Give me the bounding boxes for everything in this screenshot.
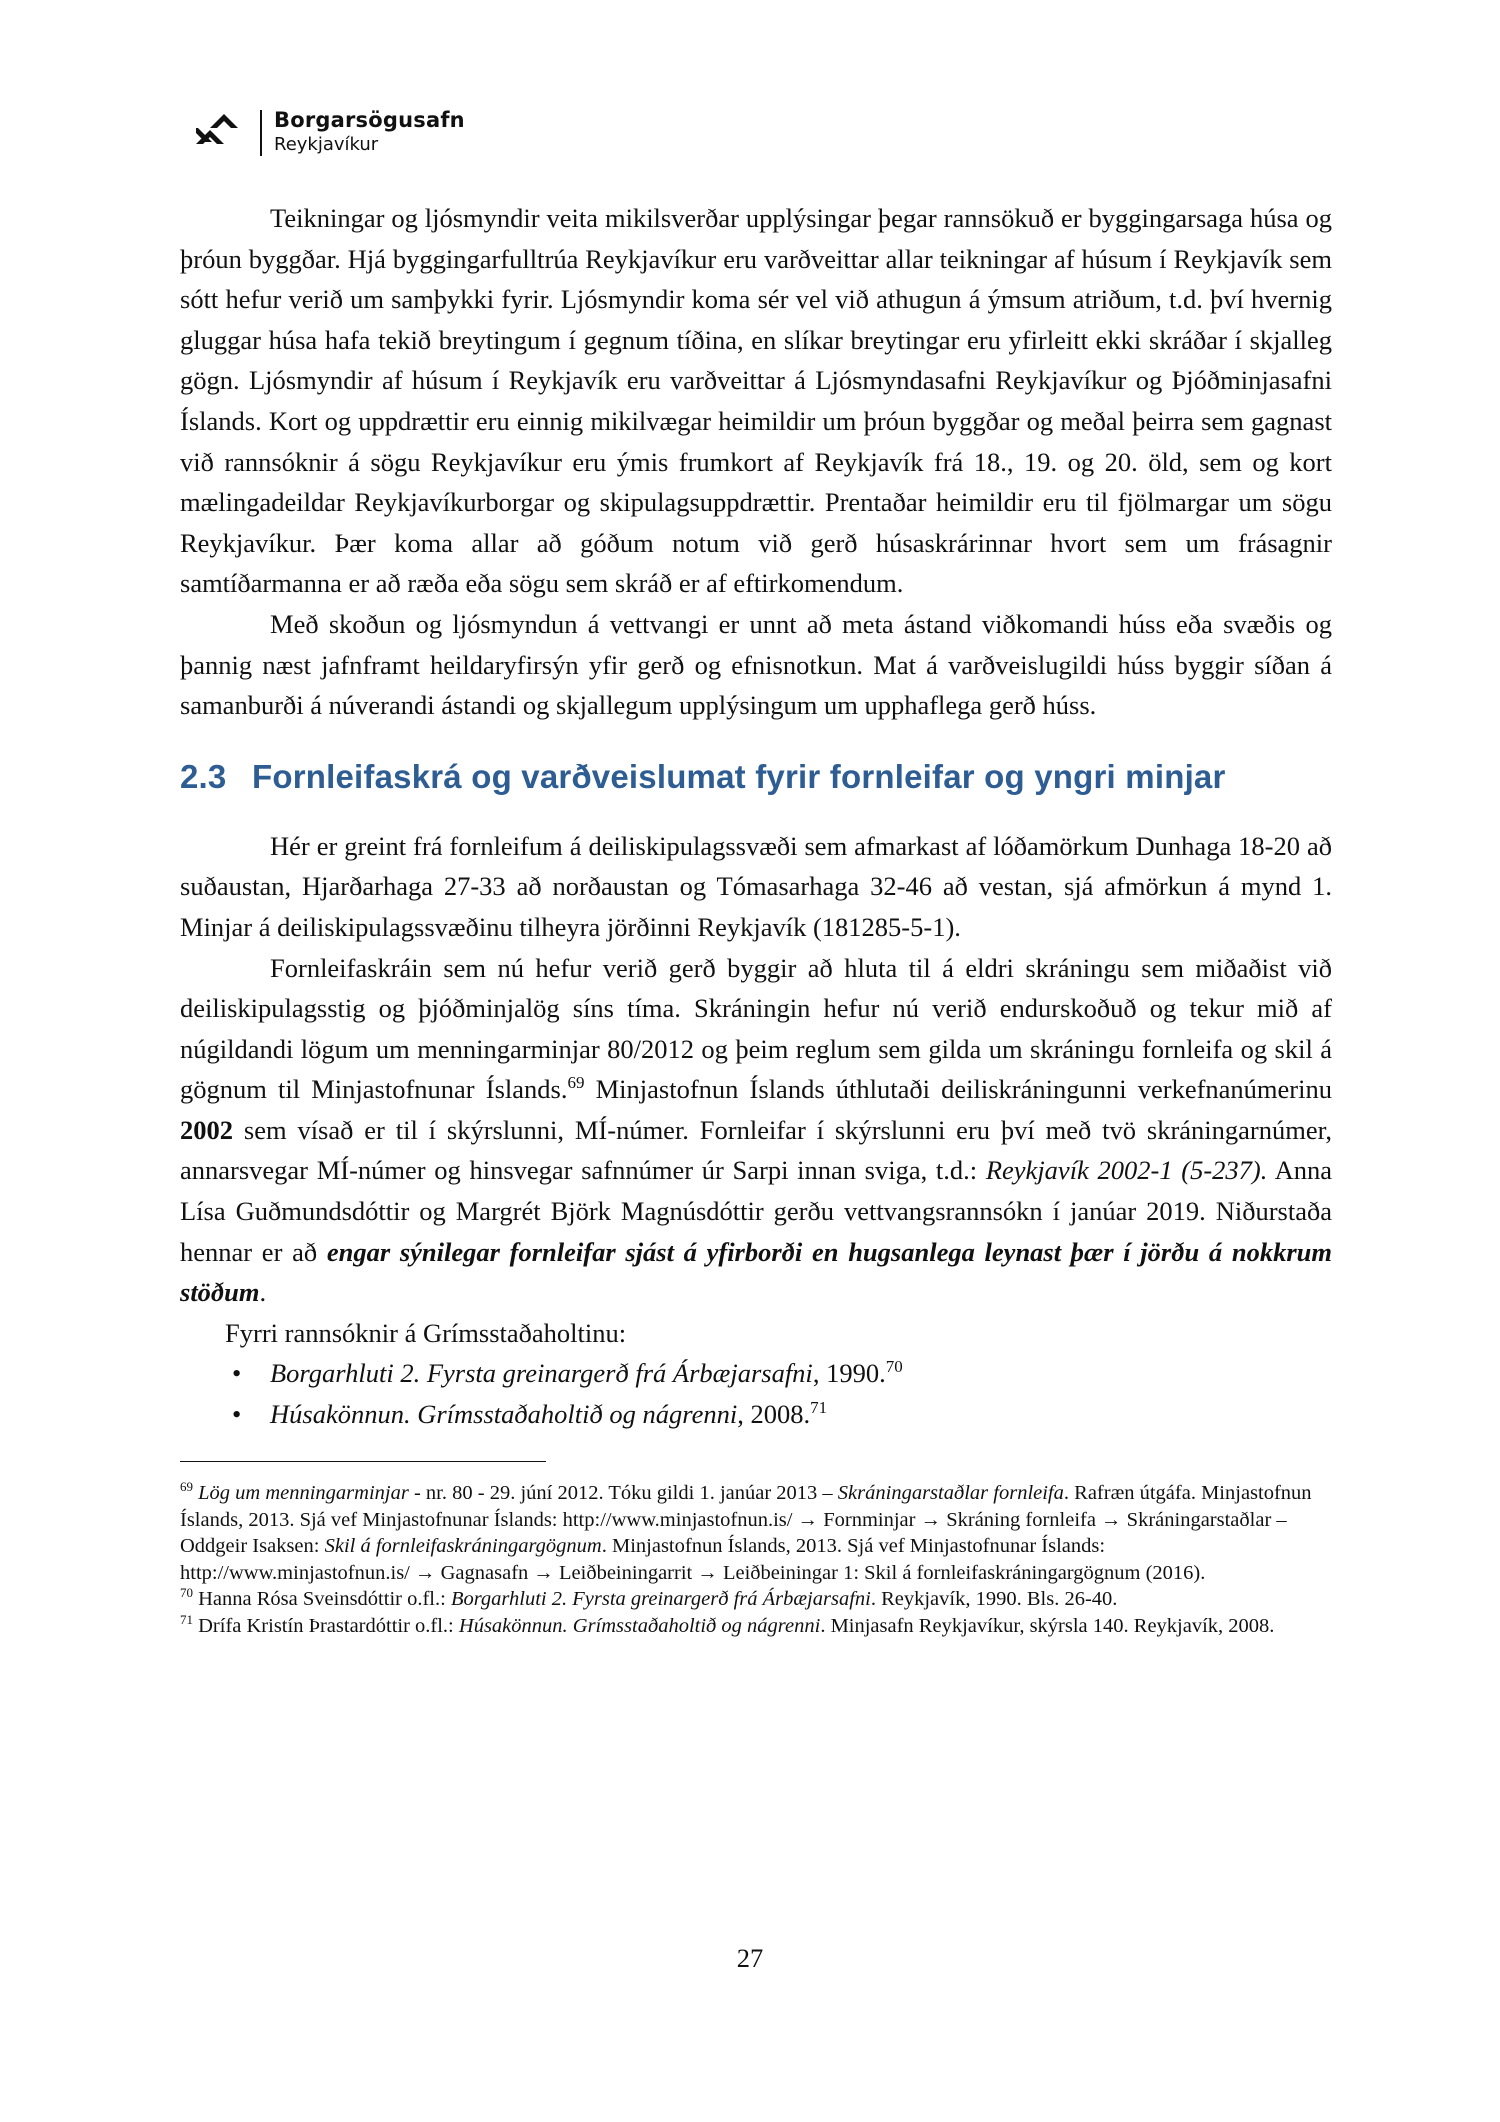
footnote-author: Drífa Kristín Þrastardóttir o.fl.: bbox=[193, 1614, 459, 1637]
footnote-text: . Reykjavík, 1990. Bls. 26-40. bbox=[870, 1588, 1118, 1611]
footnote-number: 70 bbox=[180, 1585, 193, 1601]
bullet-year: , 2008. bbox=[737, 1399, 811, 1430]
paragraph-registry bbox=[180, 948, 1332, 1313]
footnote-text: . Minjastofnun Íslands, 2013. Sjá vef Minjastofnunar Íslands: http://www.minjastofnun.is/ → Gagnasafn → Leiðbeiningarrit → Leiðbeiningar 1: Skil á fornleifaskráningargögnum (2016). bbox=[180, 1535, 1206, 1584]
bullet-icon: • bbox=[232, 1358, 242, 1389]
logo-city: Reykjavíkur bbox=[274, 134, 379, 155]
section-heading bbox=[180, 758, 1332, 796]
footnote-ref-69[interactable]: 69 bbox=[567, 1073, 585, 1093]
list-item bbox=[180, 1353, 1332, 1394]
registry-text-1: Fornleifaskráin sem nú hefur verið gerð byggir að hluta til á eldri skráningu sem miðaðist við deiliskipulagsstig og þjóðminjalög síns tíma. Skráningin hefur nú verið endurskoðuð og tekur mið af núgildandi lögum um menningarminjar 80/2012 og þeim reglum sem gilda um skráningu fornleifa og skil á gögnum til Minjastofnunar Íslands. bbox=[180, 952, 1332, 1105]
bullet-title: Borgarhluti 2. Fyrsta greinargerð frá Árbæjarsafni bbox=[270, 1358, 813, 1389]
logo-name: Borgarsögusafn bbox=[274, 108, 465, 132]
registry-example: Reykjavík 2002-1 (5-237). bbox=[985, 1155, 1268, 1186]
section-title: Fornleifaskrá og varðveislumat fyrir fornleifar og yngri minjar bbox=[252, 757, 1226, 795]
list-item bbox=[180, 1394, 1332, 1435]
registry-conclusion: engar sýnilegar fornleifar sjást á yfirborði en hugsanlega leynast þær í jörðu á nokkrum stöðum bbox=[180, 1236, 1332, 1308]
registry-text-3: sem vísað er til í skýrslunni, MÍ-númer. Fornleifar í skýrslunni eru því með tvö skráningarnúmer, annarsvegar MÍ-númer og hinsvegar safnnúmer úr Sarpi innan sviga, t.d.: bbox=[180, 1114, 1332, 1186]
paragraph-area: Hér er greint frá fornleifum á deiliskipulagssvæði sem afmarkast af lóðamörkum Dunhaga 18-20 að suðaustan, Hjarðarhaga 27-33 að norðaustan og Tómasarhaga 32-46 að vestan, sjá afmörkun á mynd 1. Minjar á deiliskipulagssvæðinu tilheyra jörðinni Reykjavík (181285-5-1). bbox=[180, 830, 1332, 942]
page-content bbox=[180, 198, 1332, 1639]
footnote-doc-title: Skil á fornleifaskráningargögnum bbox=[324, 1535, 602, 1558]
footnote-text: . Rafræn útgáfa. Minjastofnun Íslands, 2013. Sjá vef Minjastofnunar Íslands: http://www.minjastofnun.is/ → Fornminjar → Skráning fornleifa → Skráningarstaðlar – Oddgeir Isaksen: bbox=[180, 1482, 1312, 1558]
footnote-text: . Minjasafn Reykjavíkur, skýrsla 140. Reykjavík, 2008. bbox=[820, 1614, 1275, 1637]
prior-research-label: Fyrri rannsóknir á Grímsstaðaholtinu: bbox=[225, 1317, 627, 1348]
footnote-law-title: Lög um menningarminjar bbox=[198, 1482, 409, 1505]
footnote-doc-title: Húsakönnun. Grímsstaðaholtið og nágrenni bbox=[458, 1614, 821, 1637]
page-number: 27 bbox=[736, 1943, 764, 1973]
registry-text-2: Minjastofnun Íslands úthlutaði deiliskráningunni verkefnanúmerinu bbox=[584, 1074, 1332, 1105]
bullet-year: , 1990. bbox=[812, 1358, 886, 1389]
paragraph-fieldwork: Með skoðun og ljósmyndun á vettvangi er unnt að meta ástand viðkomandi húss eða svæðis og þannig næst jafnframt heildaryfirsýn yfir gerð og efnisnotkun. Mat á varðveislugildi húss byggir síðan á samanburði á núverandi ástandi og skjallegum upplýsingum um upphaflega gerð húss. bbox=[180, 608, 1332, 721]
footnote-doc-title: Skráningarstaðlar fornleifa bbox=[837, 1482, 1064, 1505]
footnote-doc-title: Borgarhluti 2. Fyrsta greinargerð frá Árbæjarsafni bbox=[450, 1588, 871, 1611]
footnote-70 bbox=[180, 1586, 1332, 1613]
paragraph-sources: Teikningar og ljósmyndir veita mikilsverðar upplýsingar þegar rannsökuð er byggingarsaga húsa og þróun byggðar. Hjá byggingarfulltrúa Reykjavíkur eru varðveittar allar teikningar af húsum í Reykjavík sem sótt hefur verið um samþykki fyrir. Ljósmyndir koma sér vel við athugun á ýmsum atriðum, t.d. því hvernig gluggar húsa hafa tekið breytingum í gegnum tíðina, en slíkar breytingar eru yfirleitt ekki skráðar í skjalleg gögn. Ljósmyndir af húsum í Reykjavík eru varðveittar á Ljósmyndasafni Reykjavíkur og Þjóðminjasafni Íslands. Kort og uppdrættir eru einnig mikilvægar heimildir um þróun byggðar og meðal þeirra sem gagnast við rannsóknir á sögu Reykjavíkur eru ýmis frumkort af Reykjavík frá 18., 19. og 20. öld, sem og kort mælingadeildar Reykjavíkurborgar og skipulagsuppdrættir. Prentaðar heimildir eru til fjölmargar um sögu Reykjavíkur. Þær koma allar að góðum notum við gerð húsaskrárinnar hvort sem um frásagnir samtíðarmanna er að ræða eða sögu sem skráð er af eftirkomendum. bbox=[180, 203, 1332, 599]
logo-divider bbox=[260, 110, 262, 156]
footnote-69 bbox=[180, 1480, 1332, 1586]
footnote-71 bbox=[180, 1613, 1332, 1640]
registry-end: . bbox=[259, 1277, 267, 1308]
footnote-ref-71[interactable]: 71 bbox=[810, 1398, 828, 1418]
footnote-author: Hanna Rósa Sveinsdóttir o.fl.: bbox=[193, 1588, 451, 1611]
registry-text-4: Anna Lísa Guðmundsdóttir og Margrét Björk Magnúsdóttir gerðu vettvangsrannsókn í janúar 2019. Niðurstaða hennar er að bbox=[180, 1155, 1332, 1267]
section-number: 2.3 bbox=[180, 757, 227, 795]
double-chevron-icon bbox=[196, 106, 252, 156]
footnote-number: 71 bbox=[180, 1611, 193, 1627]
project-number: 2002 bbox=[180, 1114, 233, 1145]
footnote-ref-70[interactable]: 70 bbox=[885, 1357, 903, 1377]
footnote-divider bbox=[180, 1461, 546, 1463]
footnote-number: 69 bbox=[180, 1479, 193, 1495]
bullet-icon: • bbox=[232, 1399, 242, 1430]
prior-research-list bbox=[180, 1353, 1332, 1434]
bullet-title: Húsakönnun. Grímsstaðaholtið og nágrenni bbox=[270, 1399, 738, 1430]
footnote-text: - nr. 80 - 29. júní 2012. Tóku gildi 1. janúar 2013 – bbox=[408, 1482, 838, 1505]
header-logo bbox=[196, 104, 516, 160]
